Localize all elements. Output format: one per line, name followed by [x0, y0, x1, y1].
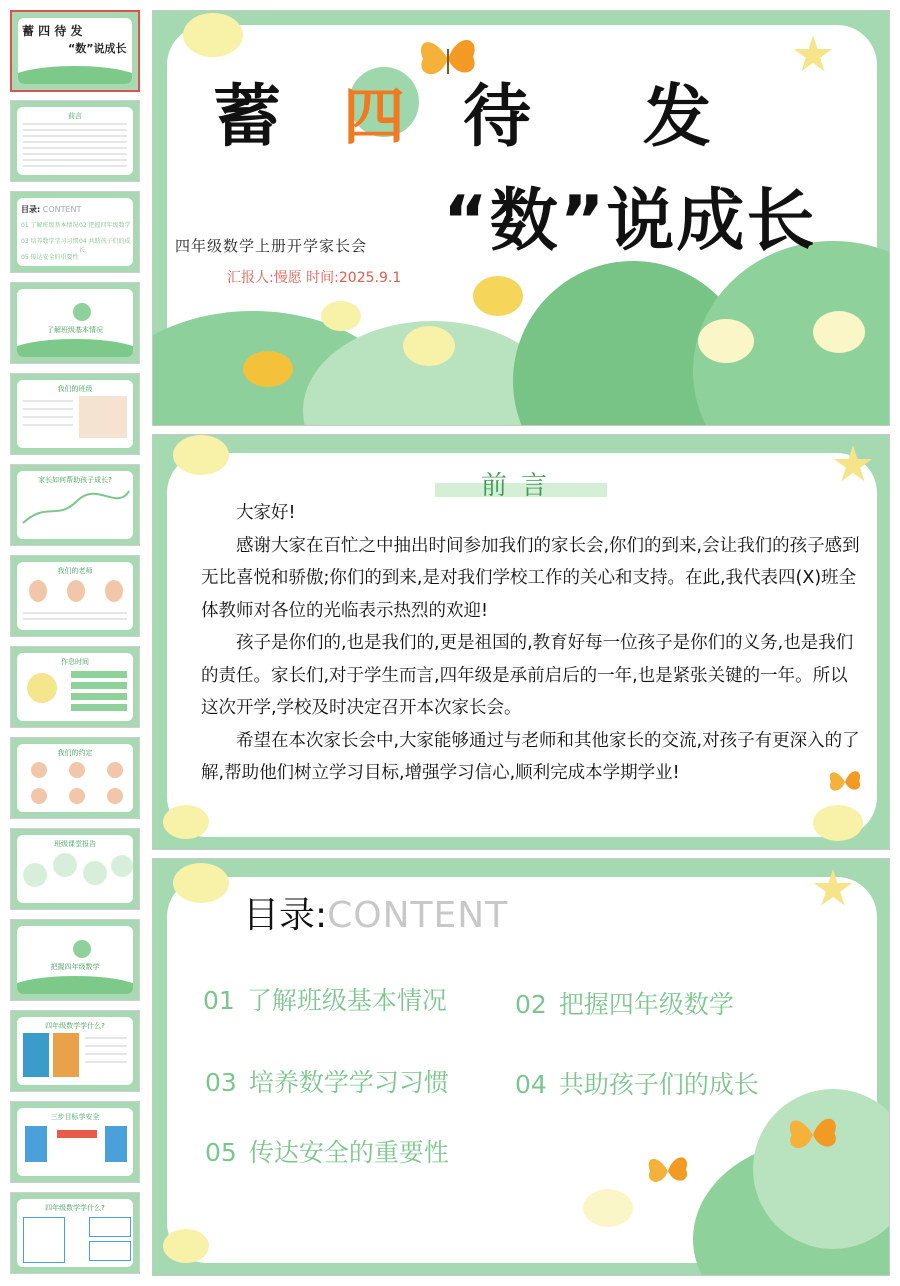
flower-decoration [473, 276, 523, 316]
paragraph [201, 530, 863, 628]
thumb-title: 四年级数学学什么? [45, 1022, 105, 1030]
toc-item-number: 01 [203, 986, 235, 1015]
contents-title [243, 887, 508, 938]
toc-item-number: 02 [515, 990, 547, 1019]
thumbnail-slide-12[interactable] [10, 1010, 140, 1092]
thumb-label: 把握四年级数学 [50, 963, 100, 971]
thumbnail-slide-7[interactable] [10, 555, 140, 637]
flower-decoration [813, 311, 865, 353]
paragraph-text: 感谢大家在百忙之中抽出时间参加我们的家长会,你们的到来,会让我们的孩子感到无比喜悦和骄傲;你们的到来,是对我们学校工作的关心和支持。在此,我代表四(X)班全体教师对各位的光临表示热烈的欢迎! [201, 535, 860, 621]
flower-decoration [583, 1189, 633, 1227]
flower-decoration [813, 805, 863, 841]
thumbnail-slide-11[interactable] [10, 919, 140, 1001]
butterfly-icon [643, 1149, 693, 1193]
title-line-2: “数”说成长 [443, 182, 817, 261]
slide-cover [152, 10, 890, 426]
thumb-title: 班级课堂报告 [54, 840, 96, 848]
thumb-title: 前言 [68, 112, 82, 120]
thumb-label: 了解班级基本情况 [47, 326, 103, 334]
toc-item-label: 把握四年级数学 [558, 990, 734, 1019]
toc-item[interactable] [205, 1063, 449, 1099]
contents-title-cn: 目录: [243, 895, 328, 936]
paragraph [201, 725, 863, 790]
thumbnail-slide-9[interactable] [10, 737, 140, 819]
title-char: 发 [643, 78, 714, 157]
toc-item-label: 传达安全的重要性 [248, 1138, 449, 1167]
thumbnail-slide-4[interactable] [10, 282, 140, 364]
flower-decoration [321, 301, 361, 331]
thumbnail-slide-10[interactable] [10, 828, 140, 910]
paragraph-text: 希望在本次家长会中,大家能够通过与老师和其他家长的交流,对孩子有更深入的了解,帮助他们树立学习目标,增强学习信心,顺利完成本学期学业! [201, 730, 860, 783]
toc-item[interactable] [203, 981, 447, 1017]
slide-thumbnail-rail [0, 0, 150, 1286]
paragraph [201, 627, 863, 725]
thumb-title: 三步目标学安全 [50, 1113, 100, 1121]
toc-item-number: 03 [205, 1068, 237, 1097]
slide-contents [152, 858, 890, 1276]
thumbnail-slide-6[interactable] [10, 464, 140, 546]
contents-title-en: CONTENT [327, 895, 509, 936]
thumbnail-slide-8[interactable] [10, 646, 140, 728]
greeting: 大家好! [236, 503, 296, 523]
toc-item-number: 04 [515, 1070, 547, 1099]
title-char: 待 [463, 78, 534, 157]
thumbnail-slide-13[interactable] [10, 1101, 140, 1183]
thumb-toc-item: 03 培养数学学习习惯 [21, 238, 79, 245]
preface-body [201, 497, 863, 790]
toc-item[interactable] [515, 1065, 759, 1101]
thumb-title: 四年级数学学什么? [45, 1204, 105, 1212]
slide-preface [152, 434, 890, 850]
thumb-title: 家长如何帮助孩子成长? [38, 476, 112, 484]
flower-decoration [403, 326, 455, 366]
toc-item[interactable] [515, 985, 734, 1021]
thumbnail-slide-1[interactable] [10, 10, 140, 92]
thumbnail-slide-3[interactable] [10, 191, 140, 273]
paragraph-text: 孩子是你们的,也是我们的,更是祖国的,教育好每一位孩子是你们的义务,也是我们的责任。家长们,对于学生而言,四年级是承前启后的一年,也是紧张关键的一年。所以这次开学,学校及时决定召开本次家长会。 [201, 633, 854, 718]
thumb-title: 我们的老师 [57, 567, 93, 575]
thumb-subtitle: “数”说成长 [68, 42, 127, 55]
flower-decoration [173, 863, 229, 903]
subtitle: 四年级数学上册开学家长会 [175, 237, 368, 255]
title-char-highlight: 四 [343, 80, 406, 153]
thumb-title: 蓄 四 待 发 [22, 24, 83, 38]
flower-decoration [183, 13, 243, 57]
flower-decoration [698, 319, 754, 363]
flower-decoration [163, 1229, 209, 1263]
thumb-toc-item: 01 了解班级基本情况 [21, 222, 79, 229]
title-char: 蓄 [213, 78, 284, 157]
toc-item-label: 共助孩子们的成长 [558, 1070, 759, 1099]
toc-item[interactable] [205, 1133, 449, 1169]
thumb-toc-item: 02 把握四年级数学 [79, 222, 131, 229]
slide-heading: 前言 [480, 471, 561, 501]
thumbnail-slide-2[interactable] [10, 100, 140, 182]
butterfly-icon [783, 1109, 843, 1161]
thumb-title: 作息时间 [61, 658, 89, 666]
toc-item-label: 培养数学学习习惯 [248, 1068, 449, 1097]
thumb-toc-item: 04 共助孩子们的成长 [79, 238, 131, 254]
toc-item-label: 了解班级基本情况 [246, 986, 447, 1015]
thumb-title: 我们的班级 [57, 385, 93, 393]
thumb-title-en: CONTENT [42, 205, 82, 214]
thumb-title: 我们的约定 [57, 749, 93, 757]
thumb-toc-item: 05 传达安全的重要性 [21, 254, 79, 261]
thumbnail-slide-14[interactable] [10, 1192, 140, 1274]
flower-decoration [163, 805, 209, 839]
toc-item-number: 05 [205, 1138, 237, 1167]
reporter-info: 汇报人:慢愿 时间:2025.9.1 [227, 270, 402, 286]
thumb-title: 目录: [21, 205, 41, 214]
flower-decoration [243, 351, 293, 387]
thumbnail-slide-5[interactable] [10, 373, 140, 455]
